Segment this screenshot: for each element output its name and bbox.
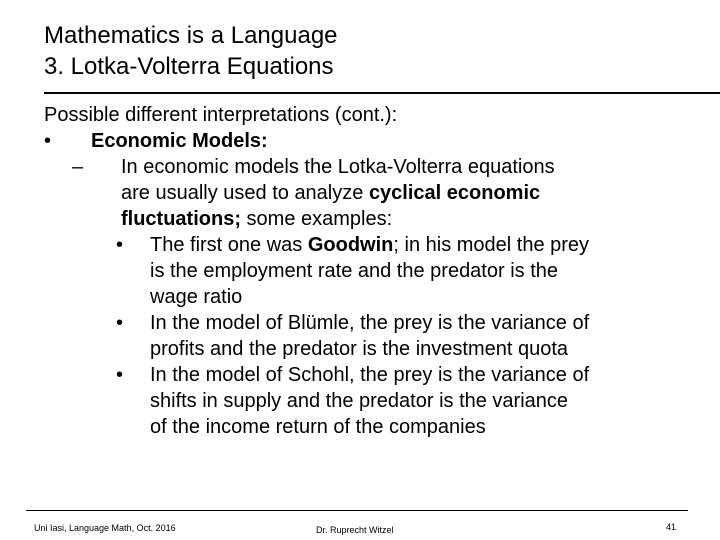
example-bluemle-line-2 bbox=[44, 336, 704, 362]
sub-item-line-1 bbox=[44, 154, 704, 180]
dash-icon: – bbox=[72, 156, 84, 178]
sub-item-text-3: some examples: bbox=[241, 208, 393, 230]
footer-course: Uni Iasi, Language Math, Oct. 2016 bbox=[34, 523, 176, 533]
slide-body bbox=[44, 102, 704, 440]
example-goodwin-line-2 bbox=[44, 258, 704, 284]
footer-author: Dr. Ruprecht Witzel bbox=[316, 525, 394, 535]
title-line-2: 3. Lotka-Volterra Equations bbox=[44, 53, 334, 80]
bullet-icon: • bbox=[116, 312, 124, 334]
goodwin-pre: The first one was bbox=[150, 234, 308, 256]
schohl-line-3: of the income return of the companies bbox=[150, 416, 486, 438]
sub-item-line-2 bbox=[44, 180, 704, 206]
example-schohl-line-2 bbox=[44, 388, 704, 414]
example-goodwin-line-3 bbox=[44, 284, 704, 310]
title-divider bbox=[44, 92, 720, 94]
title-line-1: Mathematics is a Language bbox=[44, 22, 338, 49]
slide-title bbox=[44, 20, 338, 82]
sub-item-line-3 bbox=[44, 206, 704, 232]
sub-item-text-1: In economic models the Lotka-Volterra equations bbox=[121, 156, 555, 178]
goodwin-name: Goodwin bbox=[307, 234, 394, 256]
goodwin-line-2: is the employment rate and the predator is the bbox=[150, 260, 559, 282]
example-schohl-line-1 bbox=[44, 362, 704, 388]
bullet-icon: • bbox=[116, 364, 124, 386]
intro-text: Possible different interpretations (cont.): bbox=[44, 104, 398, 126]
economic-models-heading: Economic Models: bbox=[91, 130, 268, 152]
bluemle-line-2: profits and the predator is the investment quota bbox=[150, 338, 569, 360]
sub-item-text-2: are usually used to analyze bbox=[121, 182, 369, 204]
example-schohl-line-3 bbox=[44, 414, 704, 440]
goodwin-post: ; in his model the prey bbox=[393, 234, 590, 256]
intro-line bbox=[44, 102, 704, 128]
schohl-line-1: In the model of Schohl, the prey is the variance of bbox=[150, 364, 590, 386]
page-number: 41 bbox=[666, 522, 677, 532]
schohl-line-2: shifts in supply and the predator is the variance bbox=[150, 390, 569, 412]
footer-divider bbox=[26, 510, 688, 511]
bullet-economic-models bbox=[44, 128, 704, 154]
bold-fluctuations: fluctuations; bbox=[121, 208, 241, 230]
example-goodwin-line-1 bbox=[44, 232, 704, 258]
bold-cyclical-economic: cyclical economic bbox=[368, 182, 541, 204]
example-bluemle-line-1 bbox=[44, 310, 704, 336]
bullet-icon: • bbox=[116, 234, 124, 256]
bluemle-line-1: In the model of Blümle, the prey is the variance of bbox=[150, 312, 590, 334]
goodwin-line-3: wage ratio bbox=[150, 286, 243, 308]
bullet-icon: • bbox=[44, 130, 52, 152]
